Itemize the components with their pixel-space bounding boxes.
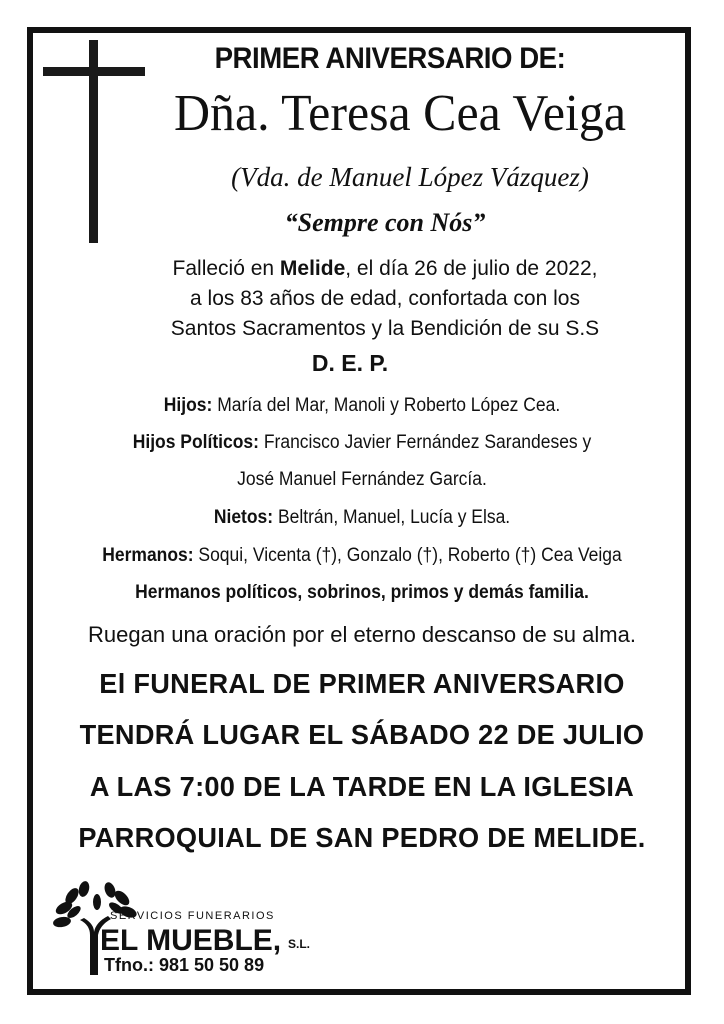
company-phone: Tfno.: 981 50 50 89 — [104, 955, 265, 975]
death-place: Melide — [279, 257, 346, 280]
company-name: EL MUEBLE, — [100, 924, 282, 957]
family-politicos-2: José Manuel Fernández García. — [237, 469, 487, 490]
death-line-2: a los 83 años de edad, confortada con los — [190, 287, 580, 310]
funeral-line-2: TENDRÁ LUGAR EL SÁBADO 22 DE JULIO — [79, 719, 645, 750]
family-politicos-1: Hijos Políticos: Francisco Javier Fernández Sarandeses y — [132, 432, 592, 453]
funeral-line-1: El FUNERAL DE PRIMER ANIVERSARIO — [99, 668, 625, 699]
death-line-3: Santos Sacramentos y la Bendición de su S.S — [170, 317, 600, 340]
prayer-text: Ruegan una oración por el eterno descanso de su alma. — [88, 622, 636, 647]
funeral-line-3: A LAS 7:00 DE LA TARDE EN LA IGLESIA — [89, 771, 635, 802]
funeral-line-4: PARROQUIAL DE SAN PEDRO DE MELIDE. — [78, 822, 646, 853]
family-nietos: Nietos: Beltrán, Manuel, Lucía y Elsa. — [213, 507, 511, 528]
widow-of: (Vda. de Manuel López Vázquez) — [231, 162, 589, 192]
family-others: Hermanos políticos, sobrinos, primos y demás familia. — [135, 582, 589, 603]
notice-heading: PRIMER ANIVERSARIO DE: — [214, 42, 566, 75]
death-line-1: Falleció en Melide, el día 26 de julio de 2022, — [172, 257, 598, 280]
company-suffix: S.L. — [288, 937, 311, 951]
deceased-name: Dña. Teresa Cea Veiga — [173, 85, 627, 142]
family-hermanos: Hermanos: Soqui, Vicenta (†), Gonzalo (†), Roberto (†) Cea Veiga — [102, 545, 622, 566]
dep: D. E. P. — [311, 350, 389, 376]
motto: “Sempre con Nós” — [284, 208, 486, 237]
cross-icon-arm — [43, 67, 145, 76]
family-hijos: Hijos: María del Mar, Manoli y Roberto López Cea. — [163, 395, 561, 416]
company-services: SERVICIOS FUNERARIOS — [110, 910, 275, 922]
